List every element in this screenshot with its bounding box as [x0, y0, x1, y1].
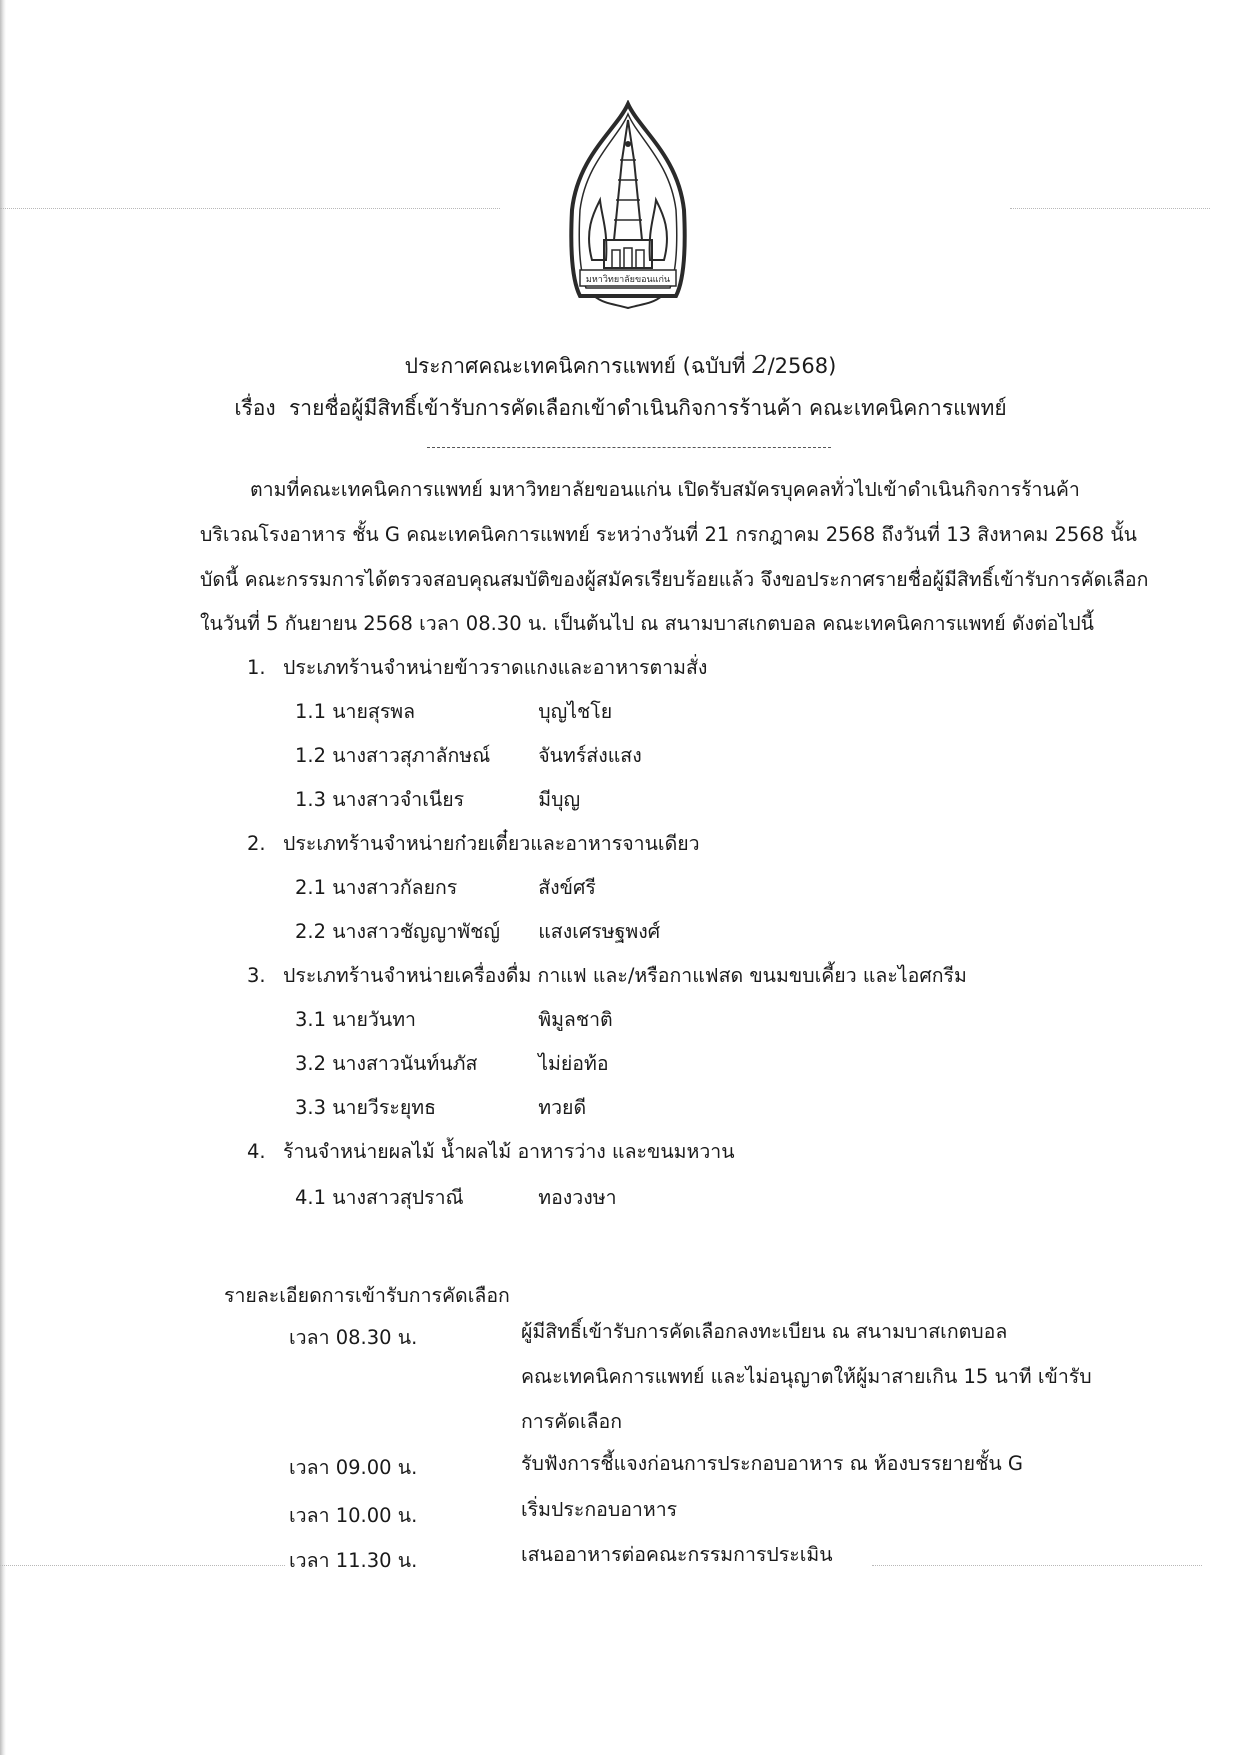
- item-surname: พิมูลชาติ: [538, 1008, 613, 1031]
- schedule-desc: เริ่มประกอบอาหาร: [521, 1498, 678, 1521]
- scan-artifact: [872, 1565, 1202, 1566]
- category-heading: [247, 960, 967, 991]
- scan-artifact: [0, 1565, 285, 1566]
- announcement-subject: [0, 392, 1241, 425]
- list-item: [295, 916, 660, 947]
- list-item: [295, 1182, 617, 1213]
- list-item: [295, 740, 642, 771]
- item-surname: ไม่ย่อท้อ: [538, 1052, 609, 1075]
- list-item: [295, 696, 612, 727]
- schedule-time: เวลา 08.30 น.: [289, 1326, 418, 1349]
- item-surname: สังข์ศรี: [538, 876, 596, 899]
- announcement-title: [0, 350, 1241, 383]
- item-number: 2.1: [295, 876, 327, 899]
- item-number: 1.1: [295, 700, 327, 723]
- university-emblem-icon: [564, 100, 692, 312]
- list-item: [295, 872, 596, 903]
- title-text: ประกาศคณะเทคนิคการแพทย์ (ฉบับที่: [404, 354, 753, 378]
- item-number: 3.3: [295, 1096, 327, 1119]
- category-number: 3.: [247, 964, 266, 987]
- subject-label: เรื่อง: [234, 396, 276, 420]
- schedule-time: เวลา 11.30 น.: [289, 1549, 418, 1572]
- category-heading: [247, 828, 700, 859]
- scan-artifact: [1010, 208, 1210, 209]
- item-surname: แสงเศรษฐพงศ์: [538, 920, 661, 943]
- item-name: นางสาวนันท์นภัส: [332, 1052, 478, 1075]
- category-heading: [247, 652, 707, 683]
- item-name: นางสาวจำเนียร: [332, 788, 465, 811]
- category-title: ประเภทร้านจำหน่ายข้าวราดแกงและอาหารตามสั่ง: [283, 656, 708, 679]
- body-line-4: ในวันที่ 5 กันยายน 2568 เวลา 08.30 น. เป็นต้นไป ณ สนามบาสเกตบอล คณะเทคนิคการแพทย์ ดังต่อไปนี้: [200, 612, 1094, 635]
- item-number: 1.2: [295, 744, 327, 767]
- item-name: นางสาวสุภาลักษณ์: [332, 744, 491, 767]
- item-name: นางสาวกัลยกร: [332, 876, 458, 899]
- item-name: นางสาวสุปราณี: [332, 1186, 464, 1209]
- body-line-2: บริเวณโรงอาหาร ชั้น G คณะเทคนิคการแพทย์ ระหว่างวันที่ 21 กรกฎาคม 2568 ถึงวันที่ 13 สิงหาคม 2568 นั้น: [200, 523, 1138, 546]
- item-surname: บุญไชโย: [538, 700, 613, 723]
- list-item: [295, 1048, 609, 1079]
- item-surname: มีบุญ: [538, 788, 581, 811]
- schedule-desc: ผู้มีสิทธิ์เข้ารับการคัดเลือกลงทะเบียน ณ สนามบาสเกตบอล: [521, 1320, 1008, 1343]
- category-title: ประเภทร้านจำหน่ายเครื่องดื่ม กาแฟ และ/หรือกาแฟสด ขนมขบเคี้ยว และไอศกรีม: [283, 964, 967, 987]
- category-number: 4.: [247, 1140, 266, 1163]
- title-divider: [427, 447, 831, 448]
- schedule-time: เวลา 10.00 น.: [289, 1504, 418, 1527]
- body-line-3: บัดนี้ คณะกรรมการได้ตรวจสอบคุณสมบัติของผู้สมัครเรียบร้อยแล้ว จึงขอประกาศรายชื่อผู้มีสิทธิ์เข้ารับการคัดเลือก: [200, 568, 1149, 591]
- item-number: 3.1: [295, 1008, 327, 1031]
- schedule-time: เวลา 09.00 น.: [289, 1456, 418, 1479]
- item-name: นายวีระยุทธ: [332, 1096, 437, 1119]
- item-surname: ทองวงษา: [538, 1186, 617, 1209]
- schedule-desc: การคัดเลือก: [521, 1410, 623, 1433]
- item-name: นางสาวชัญญาพัชญ์: [332, 920, 500, 943]
- issue-year: /2568): [767, 354, 837, 378]
- schedule-desc: คณะเทคนิคการแพทย์ และไม่อนุญาตให้ผู้มาสายเกิน 15 นาที เข้ารับ: [521, 1365, 1092, 1388]
- category-title: ประเภทร้านจำหน่ายก๋วยเตี๋ยวและอาหารจานเดียว: [283, 832, 700, 855]
- item-name: นายวันทา: [332, 1008, 417, 1031]
- list-item: [295, 784, 580, 815]
- schedule-desc: รับฟังการชี้แจงก่อนการประกอบอาหาร ณ ห้องบรรยายชั้น G: [521, 1452, 1023, 1475]
- schedule-title: รายละเอียดการเข้ารับการคัดเลือก: [224, 1284, 510, 1307]
- scan-artifact: [0, 208, 500, 209]
- emblem-caption: มหาวิทยาลัยขอนแก่น: [585, 275, 671, 285]
- schedule-desc: เสนออาหารต่อคณะกรรมการประเมิน: [521, 1543, 833, 1566]
- item-name: นายสุรพล: [332, 700, 416, 723]
- item-number: 1.3: [295, 788, 327, 811]
- item-surname: จันทร์ส่งแสง: [538, 744, 642, 767]
- issue-number: 2: [752, 351, 768, 379]
- list-item: [295, 1092, 586, 1123]
- category-title: ร้านจำหน่ายผลไม้ น้ำผลไม้ อาหารว่าง และขนมหวาน: [283, 1140, 735, 1163]
- item-number: 2.2: [295, 920, 327, 943]
- category-number: 1.: [247, 656, 266, 679]
- subject-text: รายชื่อผู้มีสิทธิ์เข้ารับการคัดเลือกเข้าดำเนินกิจการร้านค้า คณะเทคนิคการแพทย์: [289, 396, 1007, 420]
- item-surname: ทวยดี: [538, 1096, 587, 1119]
- scan-edge: [0, 0, 6, 1755]
- category-number: 2.: [247, 832, 266, 855]
- list-item: [295, 1004, 613, 1035]
- category-heading: [247, 1136, 735, 1167]
- item-number: 4.1: [295, 1186, 327, 1209]
- body-line-1: ตามที่คณะเทคนิคการแพทย์ มหาวิทยาลัยขอนแก่น เปิดรับสมัครบุคคลทั่วไปเข้าดำเนินกิจการร้านค้า: [250, 478, 1080, 501]
- item-number: 3.2: [295, 1052, 327, 1075]
